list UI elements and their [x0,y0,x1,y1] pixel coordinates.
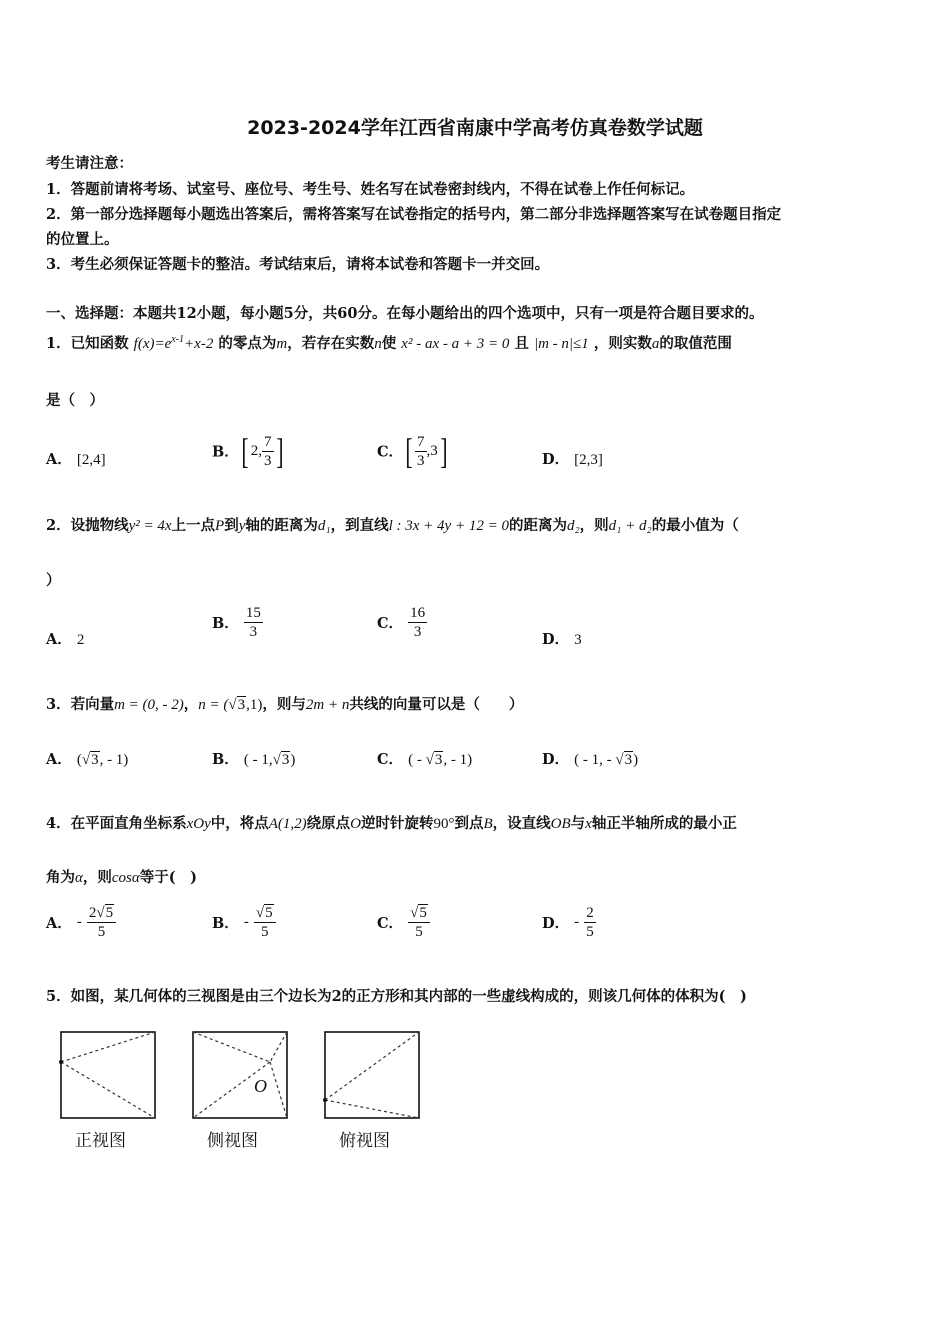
point-o-label: O [254,1076,267,1096]
option-b[interactable]: B． - $\frac{√5}{5}$ [212,904,276,941]
option-d[interactable]: D． ( - 1, - √3) [542,751,639,768]
question-4-line2: 角为α，则cosα等于( ) [46,869,197,886]
page-title: 2023-2024学年江西省南康中学高考仿真卷数学试题 [247,117,703,139]
question-2-options [46,604,906,648]
question-3: 3．若向量m = (0, - 2)，n = (√3,1)，则与2m + n共线的向量可以是（ ） [46,696,524,713]
option-b[interactable]: B． $\frac{15}{3}$ [212,605,261,640]
question-4-options [46,904,906,950]
front-view [58,1030,158,1150]
option-c[interactable]: C． $\frac{√5}{5}$ [377,904,430,941]
question-1-options [46,430,906,470]
top-view-caption: 俯视图 [339,1131,390,1151]
top-view [322,1030,422,1150]
option-d[interactable]: D． 3 [542,631,582,648]
option-b[interactable]: B． ( - 1,√3) [212,751,296,768]
top-view-figure [322,1030,422,1122]
question-2-line2: ） [46,572,61,589]
side-view-caption: 侧视图 [207,1131,258,1151]
side-view [190,1030,290,1150]
front-view-figure [58,1030,158,1122]
question-5: 5．如图，某几何体的三视图是由三个边长为2的正方形和其内部的一些虚线构成的，则该几何体的体积为( ) [46,988,747,1005]
notice-item-1: 1．答题前请将考场、试室号、座位号、考生号、姓名写在试卷密封线内，不得在试卷上作任何标记。 [46,181,695,198]
option-c[interactable]: C． $\frac{16}{3}$ [377,605,426,640]
notice-heading: 考生请注意： [46,155,133,172]
option-d[interactable]: D． [2,3] [542,451,603,468]
option-c[interactable]: C． ( - √3, - 1) [377,751,473,768]
option-b[interactable]: B．[ 2, $\frac{7}{3}$ ] [212,431,284,471]
option-c[interactable]: C．[ $\frac{7}{3}$ ,3] [377,431,448,471]
option-a[interactable]: A． [2,4] [46,451,106,468]
question-4: 4．在平面直角坐标系xOy中，将点A(1,2)绕原点O逆时针旋转90°到点B，设直线OB与x轴正半轴所成的最小正 [46,815,737,832]
notice-item-2: 2．第一部分选择题每小题选出答案后，需将答案写在试卷指定的括号内，第二部分非选择题答案写在试卷题目指定 [46,206,782,223]
section-heading: 一、选择题：本题共12小题，每小题5分，共60分。在每小题给出的四个选项中，只有一项是符合题目要求的。 [46,305,764,322]
question-3-options [46,748,906,778]
question-2: 2．设抛物线y² = 4x上一点P到y轴的距离为d₁，到直线l : 3x + 4y + 12 = 0的距离为d₂，则d₁ + d₂的最小值为（ [46,517,739,534]
notice-item-3: 3．考生必须保证答题卡的整洁。考试结束后，请将本试卷和答题卡一并交回。 [46,256,550,273]
option-a[interactable]: A． - $\frac{2√5}{5}$ [46,904,116,941]
notice-item-2-cont: 的位置上。 [46,231,119,248]
option-a[interactable]: A． 2 [46,631,85,648]
option-a[interactable]: A． (√3, - 1) [46,751,129,768]
front-view-caption: 正视图 [75,1131,126,1151]
side-view-figure [190,1030,290,1122]
question-1-line2: 是（ ） [46,392,104,409]
question-1: 1．已知函数 $f(x)=e^{x-1}+x-2$ 的零点为m，若存在实数n使 x² - ax - a + 3 = 0 且 |m - n|≤1 ，则实数a的取值范围 [46,334,732,352]
option-d[interactable]: D． - $\frac{2}{5}$ [542,905,594,940]
